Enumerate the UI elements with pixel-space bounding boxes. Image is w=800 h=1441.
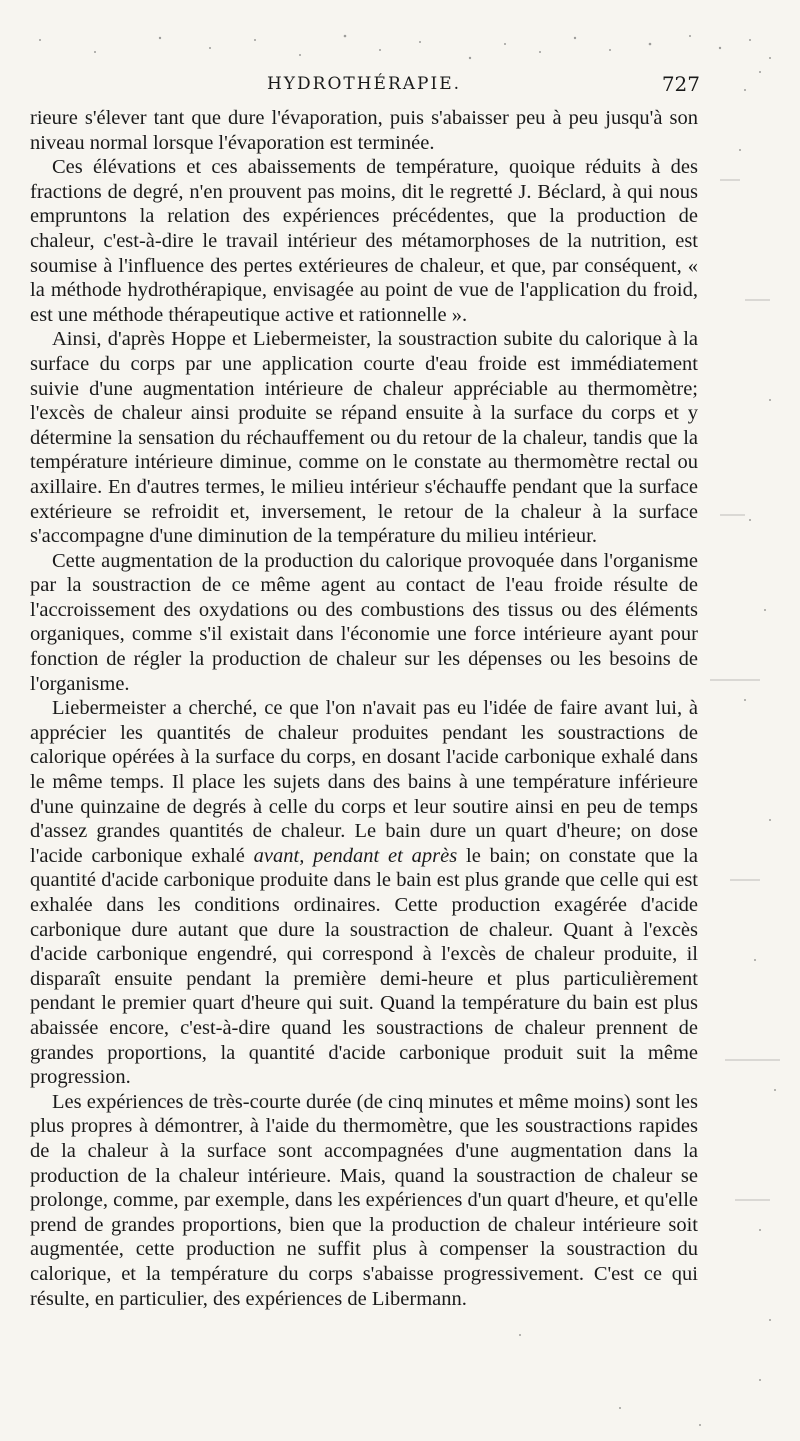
paragraph-text: Liebermeister a cherché, ce que l'on n'avait pas eu l'idée de faire avant lui, à apprécier les quantités de chaleur produites pendant les soustractions de calorique opérées à la surface du corps, en dosant l'acide carbonique exhalé dans le même temps. Il place les sujets dans des bains à une température inférieure d'une quinzaine de degrés à celle du corps et leur soutire ainsi en peu de temps d'assez grandes quantités de chaleur. Le bain dure un quart d'heure; on dose l'acide carbonique exhalé bbox=[30, 697, 698, 867]
paragraph: Les expériences de très-courte durée (de cinq minutes et même moins) sont les plus propres à démontrer, à l'aide du thermomètre, que les soustractions rapides de la chaleur à la surface sont accompagnées d'une augmentation dans la production de la chaleur intérieure. Mais, quand la soustraction de chaleur se prolonge, comme, par exemple, dans les expériences d'un quart d'heure, et qu'elle prend de grandes proportions, bien que la production de chaleur intérieure soit augmentée, cette production ne suffit plus à compenser la soustraction du calorique, et la température du corps s'abaisse progressivement. C'est ce qui résulte, en particulier, des expériences de Libermann. bbox=[30, 1090, 698, 1310]
italic-phrase: avant, pendant et après bbox=[253, 844, 458, 867]
running-title: HYDROTHÉRAPIE. bbox=[266, 74, 462, 94]
running-header bbox=[28, 72, 700, 98]
paragraph: rieure s'élever tant que dure l'évaporation, puis s'abaisser peu à peu jusqu'à son niveau normal lorsque l'évaporation est terminée. bbox=[30, 107, 698, 154]
paragraph bbox=[30, 696, 698, 1090]
page-number: 727 bbox=[661, 72, 700, 96]
body-text bbox=[30, 106, 698, 1311]
paragraph: Ces élévations et ces abaissements de température, quoique réduits à des fractions de degré, n'en prouvent pas moins, dit le regretté J. Béclard, à qui nous empruntons la relation des expériences précédentes, que la production de chaleur, c'est-à-dire le travail intérieur des métamorphoses de la nutrition, est soumise à l'influence des pertes extérieures de chaleur, et que, par conséquent, « la méthode hydrothérapique, envisagée au point de vue de l'application du froid, est une méthode thérapeutique active et rationnelle ». bbox=[30, 156, 698, 326]
paragraph-text: le bain; on constate que la quantité d'acide carbonique produite dans le bain est plus grande que celle qui est exhalée dans les conditions ordinaires. Cette production exagérée d'acide carbonique dure autant que dure la soustraction de chaleur. Quant à l'excès d'acide carbonique engendré, qui correspond à l'excès de chaleur produite, il disparaît ensuite pendant la première demi-heure et plus particulièrement pendant le premier quart d'heure qui suit. Quand la température du bain est plus abaissée encore, c'est-à-dire quand les soustractions de chaleur prennent de grandes proportions, la quantité d'acide carbonique produit suit la même progression. bbox=[30, 844, 698, 1089]
paragraph: Cette augmentation de la production du calorique provoquée dans l'organisme par la soustraction de ce même agent au contact de l'eau froide résulte de l'accroissement des oxydations ou des combustions des tissus ou des éléments organiques, comme s'il existait dans l'économie une force intérieure ayant pour fonction de régler la production de chaleur sur les dépenses ou les besoins de l'organisme. bbox=[30, 549, 698, 695]
paragraph: Ainsi, d'après Hoppe et Liebermeister, la soustraction subite du calorique à la surface du corps par une application courte d'eau froide est immédiatement suivie d'une augmentation intérieure de chaleur appréciable au thermomètre; l'excès de chaleur ainsi produite se répand ensuite à la surface du corps et y détermine la sensation du réchauffement ou du retour de la chaleur, tandis que la température intérieure diminue, comme on le constate au thermomètre rectal ou axillaire. En d'autres termes, le milieu intérieur s'échauffe pendant que la surface extérieure se refroidit et, inversement, le retour de la chaleur à la surface s'accompagne d'une diminution de la température du milieu intérieur. bbox=[30, 328, 698, 548]
